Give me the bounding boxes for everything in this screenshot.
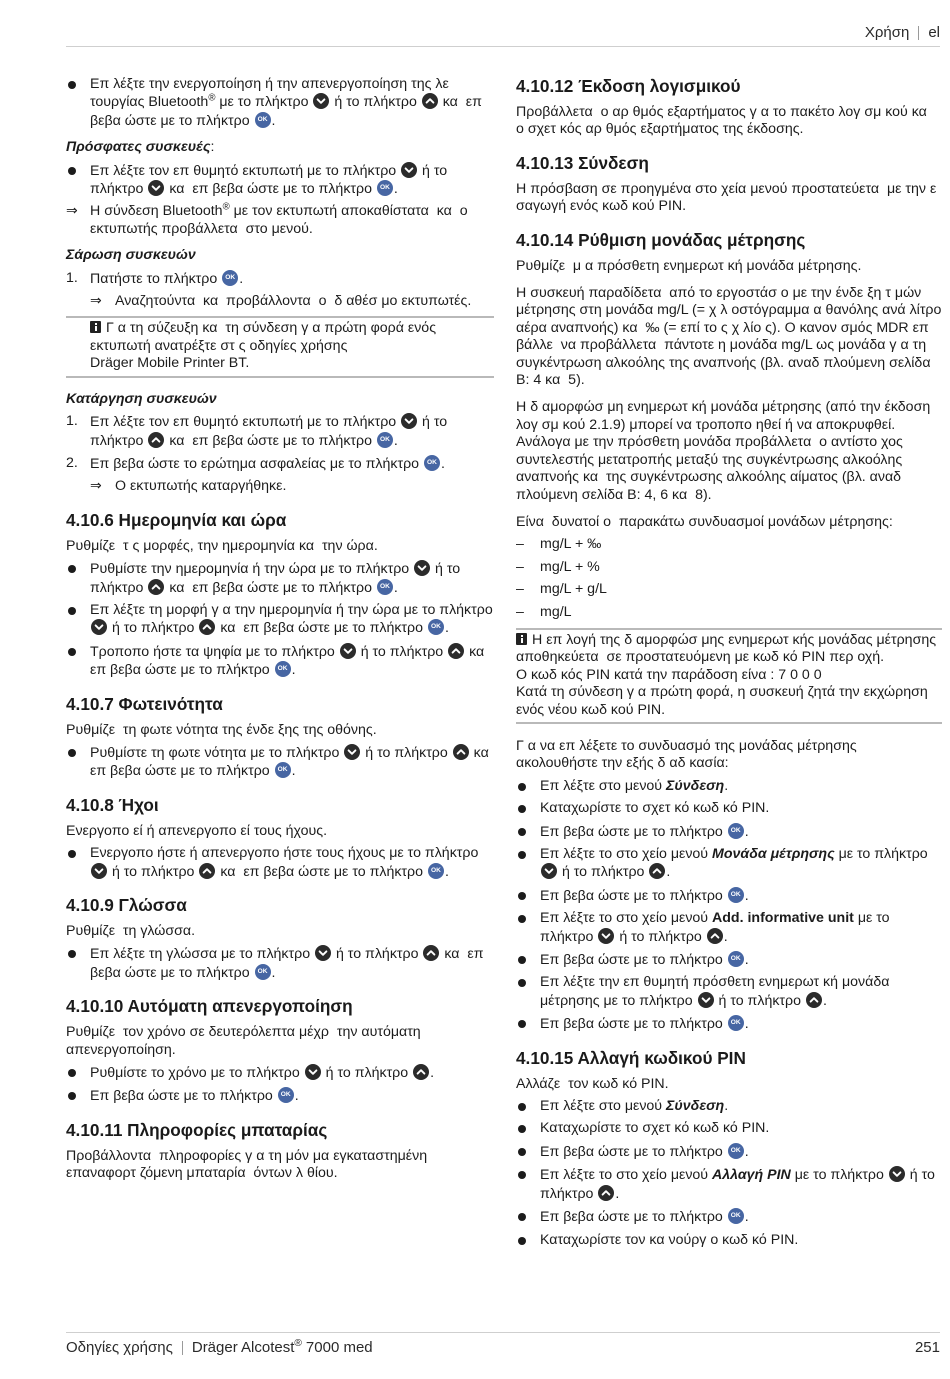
text-run: Επ βεβα ώστε με το πλήκτρο [540, 823, 727, 840]
ok-button-icon [278, 1087, 294, 1103]
chevron-down-icon [315, 945, 331, 961]
text-run: Επ βεβα ώστε με το πλήκτρο [90, 1088, 277, 1105]
menu-name: Σάρωση συσκευών [66, 247, 196, 264]
bullet-item [516, 910, 942, 946]
text-run: Ρυθμίστε την ημερομηνία ή την ώρα με το πλήκτρο [90, 561, 414, 578]
info-note [516, 628, 942, 724]
text-run: : [210, 139, 215, 156]
text-run: . [271, 964, 276, 981]
document-type: Οδηγίες χρήσης [66, 1339, 173, 1356]
ok-button-icon [222, 270, 238, 286]
text-run: Η δ αμορφώσ μη ενημερωτ κή μονάδα μέτρησης (από την έκδοση λογ σμ κού 2.1.9) μπορεί να τροποπο ηθεί ή να αποκρυφθεί. Ανάλογα με την πρόσθετη μονάδα προβάλλετα ο αντίστο χος συντελεστής μετατροπής μεταξύ της συγκέντρωσης αλκοόλης αναπνοής κα της συγκέντρωσης αλκοόλης αίματος (βλ. αναδ πλούμενη σελίδα B: 4, 6 κα 8). [516, 399, 935, 503]
ok-button-icon [728, 823, 744, 839]
ok-label: OK [277, 766, 288, 774]
text-run: Ενεργοπο ήστε ή απενεργοπο ήστε τους ήχους με το πλήκτρο [90, 845, 483, 862]
text-run: Καταχωρίστε τον κα νούργ ο κωδ κό PIN. [540, 1231, 799, 1248]
paragraph [66, 823, 494, 840]
ok-label: OK [730, 955, 741, 963]
bullet-item [516, 1232, 942, 1249]
menu-name: Σύνδεση [666, 777, 725, 794]
chevron-down-icon [148, 180, 164, 196]
ok-label: OK [379, 582, 390, 590]
ok-label: OK [730, 1019, 741, 1027]
ok-button-icon [255, 964, 271, 980]
bullet-item [66, 643, 494, 680]
ok-button-icon [728, 1015, 744, 1031]
bullet-item [516, 1098, 942, 1115]
text-run: ή το πλήκτρο [714, 992, 805, 1009]
section-heading [516, 230, 942, 250]
subheading [66, 391, 494, 408]
text-run: με το πλήκτρο [215, 94, 313, 111]
unit-option [516, 581, 942, 598]
product-model: 7000 med [305, 1339, 373, 1356]
chevron-down-icon [698, 992, 714, 1008]
text-run: κα επ βεβα ώστε με το πλήκτρο [165, 181, 376, 198]
chevron-down-icon [598, 928, 614, 944]
result-item [66, 203, 494, 238]
text-run: . [822, 992, 827, 1009]
text-run: mg/L + % [540, 558, 600, 575]
text-run: Καταχωρίστε το σχετ κό κωδ κό PIN. [540, 800, 770, 817]
text-run: ή το πλήκτρο [558, 864, 649, 881]
text-run: Ρυθμίστε το χρόνο με το πλήκτρο [90, 1065, 304, 1082]
menu-name: Σύνδεση [666, 1098, 725, 1115]
paragraph [516, 104, 942, 139]
text-run: Ρυθμίζε τη φωτε νότητα της ένδε ξης της οθόνης. [66, 721, 377, 738]
text-run: . [291, 763, 296, 780]
info-line: Κατά τη σύνδεση γ α πρώτη φορά, η συσκευή ζητά την εκχώρηση ενός νέου κωδ κού PIN. [516, 684, 932, 718]
ok-label: OK [430, 866, 441, 874]
text-run: κα επ βεβα ώστε με το πλήκτρο [90, 946, 488, 981]
chevron-up-icon [199, 619, 215, 635]
ok-label: OK [427, 458, 437, 466]
text-run: Η σύνδεση Bluetooth [90, 203, 223, 220]
registered-mark: ® [208, 92, 216, 104]
text-run: . [666, 864, 671, 881]
text-run: . [744, 1143, 749, 1160]
text-run: Επ βεβα ώστε με το πλήκτρο [540, 1209, 727, 1226]
footer-rule [66, 1332, 940, 1333]
chevron-down-icon [541, 863, 557, 879]
bullet-item [516, 846, 942, 882]
ok-button-icon [728, 887, 744, 903]
chevron-down-icon [340, 643, 356, 659]
product-name [192, 1339, 373, 1357]
paragraph [516, 285, 946, 389]
text-run: ή το πλήκτρο [615, 928, 706, 945]
ok-label: OK [277, 665, 288, 673]
paragraph [516, 1076, 942, 1093]
paragraph [66, 1148, 494, 1183]
ok-label: OK [280, 1091, 291, 1099]
info-line: Γ α τη σύζευξη κα τη σύνδεση γ α πρώτη φορά ενός εκτυπωτή ανατρέξτε στ ς οδηγίες χρήσης [90, 320, 440, 354]
ok-label: OK [379, 184, 390, 192]
chevron-up-icon [707, 928, 723, 944]
text-run: . [393, 579, 398, 596]
text-run: Επ λέξτε στο μενού [540, 1098, 667, 1115]
text-run: με τον εκτυπωτή αποκαθίστατα κα ο εκτυπωτής προβάλλετα στο μενού. [90, 203, 472, 237]
text-run: Επ λέξτε την ενεργοποίηση ή την απενεργοποίηση της λε τουργίας Bluetooth [90, 76, 453, 111]
section-heading [66, 510, 494, 530]
menu-name: Κατάργηση συσκευών [66, 390, 217, 407]
ok-label: OK [257, 115, 268, 123]
text-run: ή το πλήκτρο [356, 643, 448, 660]
paragraph [66, 722, 494, 739]
bullet-item [516, 1015, 942, 1033]
subheading [66, 139, 494, 156]
text-run: ή το πλήκτρο [330, 94, 421, 111]
chevron-up-icon [199, 863, 215, 879]
chevron-up-icon [806, 992, 822, 1008]
bullet-item [516, 974, 942, 1010]
text-run: Η πρόσβαση σε προηγμένα στο χεία μενού προστατεύετα με την ε σαγωγή ενός κωδ κού PIN. [516, 180, 941, 215]
text-run: mg/L [540, 603, 572, 620]
language-code: el [928, 24, 940, 41]
subheading [66, 247, 494, 264]
step-item [66, 413, 494, 450]
chevron-down-icon [91, 619, 107, 635]
bullet-item [66, 1064, 494, 1082]
text-run: . [444, 863, 449, 880]
text-run: Πατήστε το πλήκτρο [90, 270, 222, 287]
bullet-item [66, 560, 494, 597]
chevron-down-icon [305, 1064, 321, 1080]
chevron-up-icon [649, 863, 665, 879]
text-run: κα επ βεβα ώστε με το πλήκτρο [165, 432, 376, 449]
registered-mark: ® [222, 201, 230, 213]
text-run: 4.10.8 Ήχοι [66, 794, 159, 815]
chevron-up-icon [448, 643, 464, 659]
ok-label: OK [225, 273, 236, 281]
text-run: . [440, 455, 445, 472]
header-divider [918, 26, 919, 40]
text-run: Ενεργοπο εί ή απενεργοπο εί τους ήχους. [66, 822, 328, 839]
text-run: . [393, 181, 398, 198]
text-run: 4.10.14 Ρύθμιση μονάδας μέτρησης [516, 229, 806, 250]
text-run: . [724, 777, 729, 794]
paragraph [66, 538, 494, 555]
text-run: κα επ βεβα ώστε με το πλήκτρο [90, 643, 493, 679]
info-icon [516, 633, 527, 645]
ok-button-icon [728, 1208, 744, 1224]
info-line: Dräger Mobile Printer BT. [90, 355, 250, 372]
section-heading [66, 795, 494, 815]
ok-button-icon [275, 762, 291, 778]
bullet-item [516, 1166, 942, 1203]
text-run: 4.10.6 Ημερομηνία και ώρα [66, 509, 287, 530]
text-run: Ρυθμίζε τη γλώσσα. [66, 923, 196, 939]
section-heading [516, 1048, 942, 1068]
text-run: Ρυθμίζε μ α πρόσθετη ενημερωτ κή μονάδα μέτρησης. [516, 257, 862, 274]
text-run: Επ βεβα ώστε με το πλήκτρο [540, 952, 727, 969]
footer-divider [182, 1341, 183, 1355]
text-run: 4.10.10 Αυτόματη απενεργοποίηση [66, 996, 353, 1017]
paragraph [516, 738, 942, 773]
text-run: ή το πλήκτρο [332, 946, 423, 963]
section-heading [66, 694, 494, 714]
text-run: Επ λέξτε τη μορφή γ α την ημερομηνία ή την ώρα με το πλήκτρο [90, 601, 497, 618]
text-run: Επ βεβα ώστε με το πλήκτρο [540, 887, 727, 904]
paragraph [66, 923, 494, 940]
section-heading [66, 996, 494, 1016]
text-run: Προβάλλοντα πληροφορίες γ α τη μόν μα εγκαταστημένη επαναφορτ ζόμενη μπαταρία όντων λ θίου. [66, 1147, 432, 1182]
text-run: 4.10.13 Σύνδεση [516, 152, 649, 173]
info-note [66, 316, 494, 377]
text-run: . [393, 432, 398, 449]
text-run: Επ λέξτε την επ θυμητή πρόσθετη ενημερωτ κή μονάδα μέτρησης με το πλήκτρο [540, 974, 894, 1009]
item-number: 2. [66, 454, 78, 471]
bullet-item [66, 601, 497, 638]
section-heading [516, 76, 942, 96]
text-run: . [744, 823, 749, 840]
text-run: . [615, 1185, 620, 1202]
chevron-up-icon [148, 579, 164, 595]
chevron-up-icon [148, 432, 164, 448]
chevron-up-icon [598, 1185, 614, 1201]
bullet-item [66, 76, 494, 130]
text-run: Η συσκευή παραδίδετα από το εργοστάσ ο με την ένδε ξη τ μών μέτρησης στη μονάδα mg/L (= χ λ οστόγραμμα α θανόλης ανά λίτρο αέρα αναπνοής) κα ‰ (= επί το ς χ λίο ς). Ο κανον σμός MDR επ βάλλε να προβάλλετα πάντοτε η μονάδα mg/L ως μονάδα γ α τη συγκέντρωση αλκοόλης της αναπνοής (βλ. αναδ πλούμενη σελίδα B: 4 κα 5). [516, 285, 946, 389]
ok-label: OK [430, 623, 441, 631]
text-run: . [294, 1088, 299, 1105]
text-run: . [291, 662, 296, 679]
text-run: Τροποπο ήστε τα ψηφία με το πλήκτρο [90, 643, 339, 660]
ok-button-icon [377, 180, 393, 196]
text-run: . [444, 620, 449, 637]
chevron-down-icon [344, 744, 360, 760]
text-run: Αναζητούντα κα προβάλλοντα ο δ αθέσ μο εκτυπωτές. [115, 293, 472, 310]
text-run: Ρυθμίζε τον χρόνο σε δευτερόλεπτα μέχρ την αυτόματη απενεργοποίηση. [66, 1024, 425, 1058]
bullet-item [516, 1120, 942, 1137]
text-run: . [430, 1065, 435, 1082]
ok-button-icon [728, 951, 744, 967]
bullet-item [516, 823, 942, 841]
text-run: κα επ βεβα ώστε με το πλήκτρο [90, 744, 497, 780]
chevron-down-icon [889, 1166, 905, 1182]
step-item [66, 455, 494, 473]
text-run: Επ βεβα ώστε με το πλήκτρο [540, 1016, 727, 1033]
text-run: 4.10.9 Γλώσσα [66, 895, 187, 915]
text-run: Επ λέξτε το στο χείο μενού [540, 846, 713, 862]
text-run: ή το πλήκτρο [90, 162, 452, 198]
chevron-down-icon [414, 560, 430, 576]
left-column [66, 76, 497, 1188]
text-run: με το πλήκτρο [790, 1167, 888, 1184]
text-run: . [724, 1098, 729, 1115]
menu-name: Μονάδα μέτρησης [712, 846, 835, 862]
bullet-item [66, 744, 497, 781]
text-run: κα επ βεβα ώστε με το πλήκτρο [216, 620, 427, 637]
bullet-item [66, 1087, 494, 1105]
text-run: Επ λέξτε το στο χείο μενού [540, 910, 713, 927]
text-run: Επ λέξτε τη γλώσσα με το πλήκτρο [90, 946, 315, 963]
unit-option [516, 559, 942, 576]
ok-label: OK [730, 890, 741, 898]
registered-mark: ® [294, 1338, 302, 1349]
text-run: Επ λέξτε το στο χείο μενού [540, 1167, 713, 1184]
ok-button-icon [428, 619, 444, 635]
product-brand: Dräger Alcotest [191, 1339, 295, 1356]
text-run: Ρυθμίστε τη φωτε νότητα με το πλήκτρο [90, 744, 344, 761]
item-number: 1. [66, 269, 78, 286]
info-icon [90, 321, 101, 333]
text-run: mg/L + g/L [540, 581, 607, 598]
chevron-down-icon [313, 93, 329, 109]
chevron-down-icon [91, 863, 107, 879]
chevron-up-icon [422, 93, 438, 109]
right-column [516, 76, 946, 1254]
ok-button-icon [377, 579, 393, 595]
chevron-up-icon [413, 1064, 429, 1080]
ok-label: OK [730, 1212, 741, 1220]
menu-name: Add. informative unit [712, 910, 854, 927]
paragraph [516, 514, 942, 531]
ok-label: OK [257, 967, 268, 975]
info-line: Η επ λογή της δ αμορφώσ μης ενημερωτ κής μονάδας μέτρησης αποθηκεύετα σε προστατευόμενη με κωδ κό PIN περ οχή. [516, 631, 941, 666]
text-run: Αλλάζε τον κωδ κό PIN. [516, 1075, 669, 1092]
ok-button-icon [424, 455, 440, 471]
menu-name: Αλλαγή PIN [712, 1167, 791, 1184]
text-run: Επ βεβα ώστε το ερώτημα ασφαλείας με το πλήκτρο [90, 455, 423, 472]
text-run: Επ βεβα ώστε με το πλήκτρο [540, 1143, 727, 1160]
text-run: . [239, 270, 244, 287]
text-run: ή το πλήκτρο [90, 561, 465, 596]
text-run: ή το πλήκτρο [108, 863, 199, 880]
section-heading [516, 153, 942, 173]
text-run: . [744, 887, 749, 904]
bullet-item [516, 887, 942, 905]
text-run: Είνα δυνατοί ο παρακάτω συνδυασμοί μονάδων μέτρησης: [516, 513, 893, 530]
ok-label: OK [379, 435, 390, 443]
page-number: 251 [914, 1339, 940, 1356]
text-run: Επ λέξτε τον επ θυμητό εκτυπωτή με το πλήκτρο [90, 414, 401, 431]
text-run: κα επ βεβα ώστε με το πλήκτρο [90, 94, 486, 129]
text-run: Επ λέξτε στο μενού [540, 777, 667, 794]
text-run: κα επ βεβα ώστε με το πλήκτρο [216, 863, 427, 880]
bullet-item [516, 1143, 942, 1161]
text-run: 4.10.11 Πληροφορίες μπαταρίας [66, 1119, 328, 1140]
ok-button-icon [275, 661, 291, 677]
paragraph [516, 181, 942, 216]
text-run: κα επ βεβα ώστε με το πλήκτρο [165, 579, 376, 596]
page-footer [66, 1339, 940, 1357]
text-run: Γ α να επ λέξετε το συνδυασμό της μονάδας μέτρησης ακολουθήστε την εξής δ αδ κασία: [516, 737, 861, 772]
text-run: 4.10.12 Έκδοση λογισμικού [516, 76, 741, 96]
result-item [66, 293, 494, 310]
paragraph [66, 1024, 494, 1059]
text-run: 4.10.15 Αλλαγή κωδικού PIN [516, 1047, 746, 1068]
chevron-down-icon [401, 162, 417, 178]
page-header [865, 24, 940, 42]
info-line: Ο κωδ κός PIN κατά την παράδοση είνα : 7 0 0 0 [516, 666, 822, 683]
item-number: 1. [66, 413, 78, 430]
text-run: Ρυθμίζε τ ς μορφές, την ημερομηνία κα την ώρα. [66, 537, 378, 554]
bullet-item [516, 1208, 942, 1226]
chevron-up-icon [423, 945, 439, 961]
step-item [66, 270, 494, 288]
ok-button-icon [377, 432, 393, 448]
text-run: Ο εκτυπωτής καταργήθηκε. [115, 478, 287, 495]
text-run: . [744, 1016, 749, 1033]
section-heading [66, 1120, 494, 1140]
text-run: ή το πλήκτρο [361, 744, 452, 761]
text-run: με το πλήκτρο [834, 846, 932, 862]
bullet-item [66, 945, 494, 982]
paragraph [516, 258, 942, 275]
ok-button-icon [428, 863, 444, 879]
text-run: . [744, 952, 749, 969]
bullet-item [516, 800, 942, 817]
text-run: . [723, 928, 728, 945]
menu-name: Πρόσφατες συσκευές [66, 139, 211, 156]
bullet-item [516, 778, 942, 795]
text-run: 4.10.7 Φωτεινότητα [66, 693, 223, 714]
ok-button-icon [255, 112, 271, 128]
ok-label: OK [730, 1146, 741, 1154]
paragraph [516, 399, 942, 503]
text-run: ή το πλήκτρο [540, 1167, 939, 1202]
text-run: ή το πλήκτρο [90, 414, 452, 449]
chevron-up-icon [453, 744, 469, 760]
result-item [66, 478, 494, 495]
text-run: Καταχωρίστε το σχετ κό κωδ κό PIN. [540, 1120, 770, 1137]
ok-label: OK [730, 826, 741, 834]
text-run: . [744, 1209, 749, 1226]
unit-option [516, 604, 942, 621]
bullet-item [66, 162, 494, 199]
text-run: ή το πλήκτρο [108, 620, 199, 637]
text-run: ή το πλήκτρο [321, 1065, 413, 1082]
chevron-down-icon [401, 413, 417, 429]
ok-button-icon [728, 1143, 744, 1159]
header-rule [66, 46, 940, 47]
text-run: Επ λέξτε τον επ θυμητό εκτυπωτή με το πλήκτρο [90, 162, 401, 179]
bullet-item [516, 951, 942, 969]
text-run: με το πλήκτρο [540, 910, 894, 945]
text-run: . [271, 112, 276, 129]
unit-option [516, 536, 942, 553]
bullet-item [66, 845, 494, 881]
text-run: Προβάλλετα ο αρ θμός εξαρτήματος γ α το πακέτο λογ σμ κού κα ο σχετ κός αρ θμός εξαρτήματος της έκδοσης. [516, 104, 935, 138]
text-run: mg/L + ‰ [540, 536, 602, 553]
section-heading [66, 895, 494, 915]
chapter-title: Χρήση [864, 24, 910, 41]
